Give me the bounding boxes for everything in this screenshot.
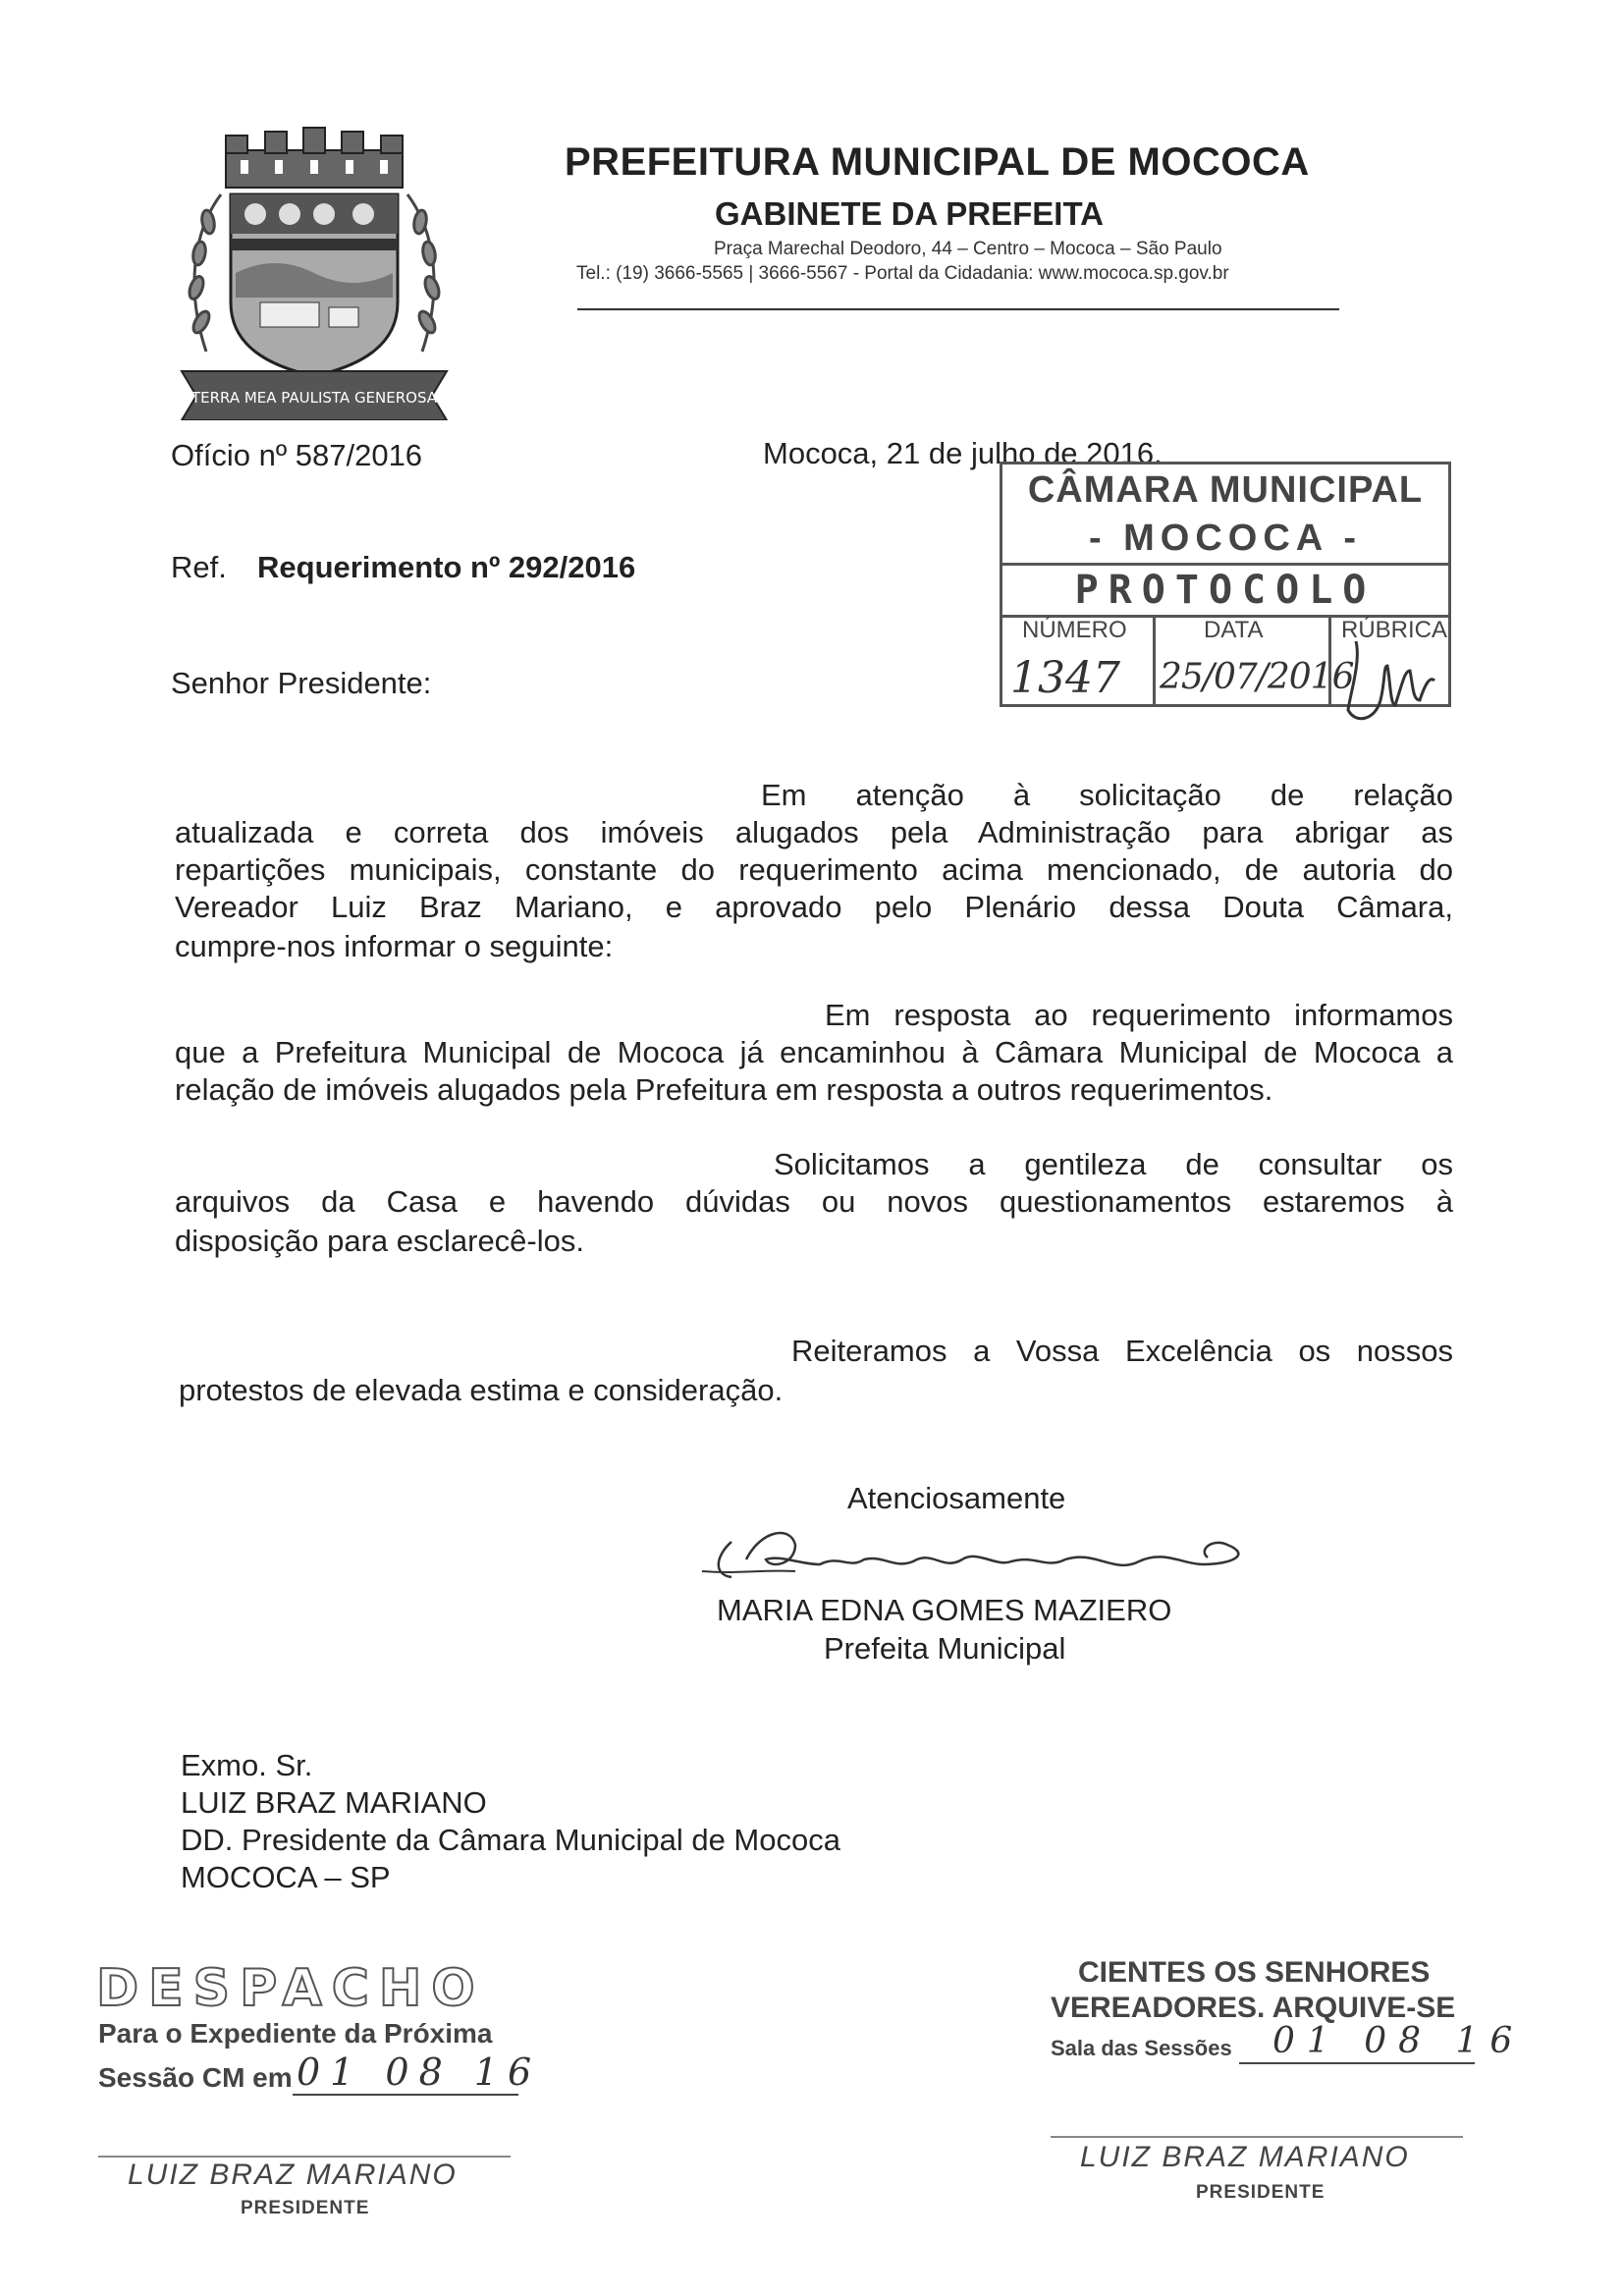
protocol-col-numero: NÚMERO [1022, 617, 1127, 643]
protocol-divider [1153, 615, 1156, 707]
salutation: Senhor Presidente: [171, 666, 432, 700]
paragraph3-line: arquivos da Casa e havendo dúvidas ou novos questionamentos estaremos à [175, 1184, 1453, 1219]
ref-label: Ref. [171, 550, 227, 584]
despacho-stamp-title: DESPACHO [96, 1959, 485, 2018]
cientes-stamp-line3: Sala das Sessões [1051, 2036, 1232, 2060]
header-title: PREFEITURA MUNICIPAL DE MOCOCA [565, 140, 1310, 184]
ref-value: Requerimento nº 292/2016 [257, 550, 636, 584]
paragraph1-line: atualizada e correta dos imóveis alugados pela Administração para abrigar as [175, 815, 1453, 849]
paragraph1-line: cumpre-nos informar o seguinte: [175, 929, 614, 963]
paragraph1-line: repartições municipais, constante do requerimento acima mencionado, de autoria do [175, 852, 1453, 887]
despacho-date-value: 01 08 16 [297, 2050, 542, 2094]
paragraph3-line: Solicitamos a gentileza de consultar os [774, 1147, 1453, 1181]
protocol-data-value: 25/07/2016 [1160, 657, 1354, 697]
protocol-numero-value: 1347 [1010, 653, 1120, 703]
despacho-date-line [293, 2094, 518, 2096]
paragraph2-line: relação de imóveis alugados pela Prefeitura em resposta a outros requerimentos. [175, 1072, 1273, 1107]
protocol-stamp-line3: PROTOCOLO [1002, 563, 1448, 618]
despacho-stamp-line2: Sessão CM em [98, 2062, 293, 2093]
protocol-col-rubrica: RÚBRICA [1341, 617, 1448, 643]
despacho-signature-line [98, 2156, 511, 2158]
signer-role: Prefeita Municipal [824, 1631, 1066, 1666]
cientes-date-value: 01 08 16 [1272, 2021, 1525, 2061]
header-subtitle: GABINETE DA PREFEITA [715, 195, 1105, 232]
cientes-date-line [1239, 2062, 1475, 2064]
cientes-signature-line [1051, 2136, 1463, 2138]
header-divider [577, 308, 1339, 310]
despacho-president-name: LUIZ BRAZ MARIANO [128, 2159, 458, 2191]
recipient-line: LUIZ BRAZ MARIANO [181, 1785, 487, 1820]
header-contact: Tel.: (19) 3666-5565 | 3666-5567 - Portal da Cidadania: www.mococa.sp.gov.br [576, 263, 1229, 284]
cientes-president-name: LUIZ BRAZ MARIANO [1080, 2141, 1410, 2173]
despacho-stamp-line1: Para o Expediente da Próxima [98, 2018, 493, 2049]
despacho-president-role: PRESIDENTE [241, 2198, 370, 2218]
recipient-line: Exmo. Sr. [181, 1748, 313, 1782]
recipient-line: MOCOCA – SP [181, 1860, 391, 1894]
paragraph2-line: Em resposta ao requerimento informamos [825, 998, 1453, 1032]
paragraph1-line: Vereador Luiz Braz Mariano, e aprovado pelo Plenário dessa Douta Câmara, [175, 890, 1453, 924]
cientes-stamp-line1: CIENTES OS SENHORES [1078, 1956, 1431, 1989]
protocol-stamp [1000, 462, 1451, 707]
protocol-stamp-line2: - MOCOCA - [1088, 518, 1363, 559]
paragraph4-line: Reiteramos a Vossa Excelência os nossos [791, 1334, 1453, 1368]
paragraph4-line: protestos de elevada estima e consideração. [179, 1373, 784, 1407]
signer-name: MARIA EDNA GOMES MAZIERO [717, 1593, 1172, 1627]
oficio-number: Ofício nº 587/2016 [171, 438, 423, 472]
protocol-col-data: DATA [1204, 617, 1264, 643]
cientes-president-role: PRESIDENTE [1196, 2182, 1325, 2203]
paragraph2-line: que a Prefeitura Municipal de Mococa já encaminhou à Câmara Municipal de Mococa a [175, 1035, 1453, 1069]
paragraph1-line: Em atenção à solicitação de relação [761, 778, 1453, 812]
paragraph3-line: disposição para esclarecê-los. [175, 1224, 584, 1258]
place-date: Mococa, 21 de julho de 2016. [763, 436, 1163, 470]
recipient-line: DD. Presidente da Câmara Municipal de Mococa [181, 1823, 840, 1857]
protocol-stamp-line1: CÂMARA MUNICIPAL [1027, 469, 1424, 511]
municipal-crest-logo [167, 126, 461, 420]
protocol-rubrica-signature [1336, 622, 1452, 730]
crest-motto: TERRA MEA PAULISTA GENEROSA [190, 389, 438, 407]
cientes-stamp-line2: VEREADORES. ARQUIVE-SE [1051, 1992, 1456, 2024]
closing: Atenciosamente [847, 1481, 1066, 1515]
header-address: Praça Marechal Deodoro, 44 – Centro – Mococa – São Paulo [714, 239, 1222, 259]
signature [702, 1520, 1257, 1589]
